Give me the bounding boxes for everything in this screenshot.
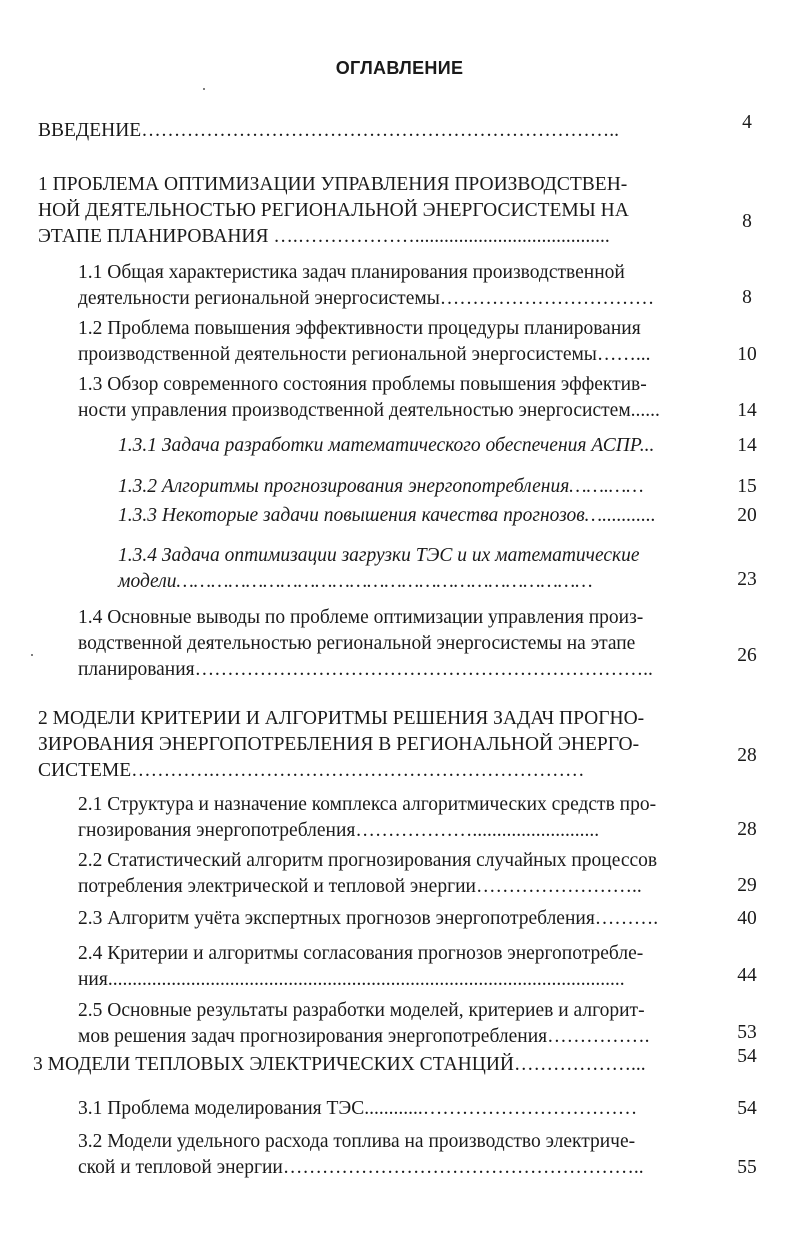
scan-speck [203,88,205,90]
toc-entry-text: 1.2 Проблема повышения эффективности процедуры планирования [78,318,641,339]
toc-entry-text: 2.3 Алгоритм учёта экспертных прогнозов энергопотребления………. [78,908,659,929]
toc-page-number: 40 [737,908,757,929]
toc-page-number: 54 [737,1098,757,1119]
toc-page-number: 14 [737,400,757,421]
toc-entry-chapter-2[interactable] [38,706,718,784]
toc-entry-text: деятельности региональной энергосистемы…………………………… [78,288,655,309]
toc-entry-text: производственной деятельности региональной энергосистемы……... [78,344,651,365]
toc-entry-section-1-2[interactable] [78,316,718,368]
toc-entry-subsection-1-3-1[interactable] [118,433,718,459]
toc-entry-section-3-1[interactable] [78,1096,718,1122]
toc-entry-text: 3 МОДЕЛИ ТЕПЛОВЫХ ЭЛЕКТРИЧЕСКИХ СТАНЦИЙ………………... [33,1054,646,1075]
toc-entry-subsection-1-3-3[interactable] [118,503,718,529]
toc-entry-text: 1.1 Общая характеристика задач планирования производственной [78,262,625,283]
toc-entry-text: ЭТАПЕ ПЛАНИРОВАНИЯ ….………………........................................ [38,226,610,247]
toc-page-number: 8 [742,287,752,308]
toc-page-number: 10 [737,344,757,365]
toc-entry-text: гнозирования энергопотребления……………….......................... [78,820,600,841]
toc-entry-section-2-4[interactable] [78,941,718,993]
toc-entry-text: 1 ПРОБЛЕМА ОПТИМИЗАЦИИ УПРАВЛЕНИЯ ПРОИЗВОДСТВЕН- [38,174,628,195]
toc-entry-section-1-3[interactable] [78,372,718,424]
toc-page-number: 55 [737,1157,757,1178]
toc-page-number: 53 [737,1022,757,1043]
toc-entry-text: 2.1 Структура и назначение комплекса алгоритмических средств про- [78,794,657,815]
toc-page-number: 14 [737,435,757,456]
toc-page-number: 4 [742,112,752,133]
toc-entry-section-2-3[interactable] [78,906,718,932]
toc-page-number: 29 [737,875,757,896]
toc-entry-text: мов решения задач прогнозирования энергопотребления……………. [78,1026,650,1047]
toc-entry-subsection-1-3-4[interactable] [118,543,718,595]
toc-page-number: 23 [737,569,757,590]
toc-entry-text: водственной деятельностью региональной энергосистемы на этапе [78,633,636,654]
toc-page-number: 15 [737,476,757,497]
page-title: ОГЛАВЛЕНИЕ [335,58,464,78]
toc-entry-section-2-2[interactable] [78,848,718,900]
toc-entry-chapter-1[interactable] [38,172,718,250]
toc-entry-text: 1.3.2 Алгоритмы прогнозирования энергопотребления…….…… [118,476,644,497]
toc-entry-subsection-1-3-2[interactable] [118,474,718,500]
toc-entry-text: ЗИРОВАНИЯ ЭНЕРГОПОТРЕБЛЕНИЯ В РЕГИОНАЛЬНОЙ ЭНЕРГО- [38,734,640,755]
toc-entry-text: 3.2 Модели удельного расхода топлива на производство электриче- [78,1131,636,1152]
toc-entry-introduction[interactable] [38,118,718,144]
toc-entry-section-1-1[interactable] [78,260,718,312]
toc-page-number: 26 [737,645,757,666]
toc-entry-section-1-4[interactable] [78,605,718,683]
toc-entry-section-3-2[interactable] [78,1129,718,1181]
toc-entry-text: 2 МОДЕЛИ КРИТЕРИИ И АЛГОРИТМЫ РЕШЕНИЯ ЗАДАЧ ПРОГНО- [38,708,645,729]
toc-entry-text: 1.3.1 Задача разработки математического обеспечения АСПР... [118,435,655,456]
toc-entry-section-2-1[interactable] [78,792,718,844]
toc-entry-text: ской и тепловой энергии……………………………………………….. [78,1157,644,1178]
toc-entry-text: ВВЕДЕНИЕ……………………………………………………………….. [38,120,619,141]
toc-page-number: 54 [737,1046,757,1067]
toc-entry-text: 3.1 Проблема моделирования ТЭС............…………………………… [78,1098,638,1119]
toc-entry-text: потребления электрической и тепловой энергии…………………….. [78,876,642,897]
toc-entry-text: 1.3.3 Некоторые задачи повышения качества прогнозов…........... [118,505,656,526]
toc-entry-text: 2.5 Основные результаты разработки моделей, критериев и алгорит- [78,1000,645,1021]
toc-page-number: 20 [737,505,757,526]
toc-page-number: 8 [742,211,752,232]
toc-entry-chapter-3[interactable] [33,1052,718,1078]
toc-entry-text: 1.3 Обзор современного состояния проблемы повышения эффектив- [78,374,647,395]
toc-entry-text: СИСТЕМЕ………….………………………………………………… [38,760,585,781]
toc-page-number: 28 [737,819,757,840]
toc-entry-section-2-5[interactable] [78,998,718,1050]
toc-entry-text: ния.......................................................................................................... [78,969,625,990]
toc-entry-text: 1.4 Основные выводы по проблеме оптимизации управления произ- [78,607,644,628]
toc-entry-text: 1.3.4 Задача оптимизации загрузки ТЭС и их математические [118,545,640,566]
toc-entry-text: 2.2 Статистический алгоритм прогнозирования случайных процессов [78,850,658,871]
toc-page-number: 28 [737,745,757,766]
scan-speck [31,654,33,656]
toc-entry-text: 2.4 Критерии и алгоритмы согласования прогнозов энергопотребле- [78,943,644,964]
toc-entry-text: планирования…………………………………………………………….. [78,659,653,680]
toc-entry-text: модели……………………………………………………………… [118,571,593,592]
toc-entry-text: ности управления производственной деятельностью энергосистем...... [78,400,660,421]
toc-page-number: 44 [737,965,757,986]
toc-entry-text: НОЙ ДЕЯТЕЛЬНОСТЬЮ РЕГИОНАЛЬНОЙ ЭНЕРГОСИСТЕМЫ НА [38,200,629,221]
